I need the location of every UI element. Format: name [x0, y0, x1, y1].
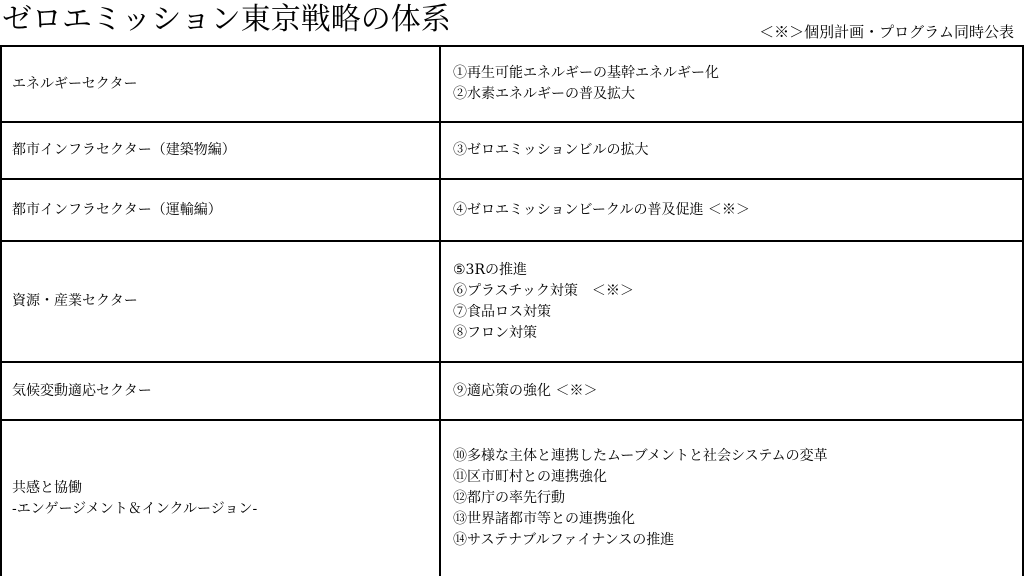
table-row: [1, 241, 1023, 362]
sector-label: 資源・産業セクター: [12, 293, 138, 309]
measure-item: ⑦食品ロス対策: [453, 303, 551, 320]
measure-item: ⑩多様な主体と連携したムーブメントと社会システムの変革: [453, 448, 828, 464]
sector-cell-adaptation: [1, 362, 440, 420]
simultaneous-publication-note: ＜※＞個別計画・プログラム同時公表: [759, 23, 1014, 41]
measure-item: ⑪区市町村との連携強化: [453, 469, 607, 485]
sector-label: 共感と協働: [12, 479, 82, 496]
measure-item: ①再生可能エネルギーの基幹エネルギー化: [453, 65, 719, 81]
sector-cell-energy: [1, 46, 440, 122]
table-row: [1, 420, 1023, 576]
page-title: ゼロエミッション東京戦略の体系: [2, 2, 451, 37]
measure-item: ②水素エネルギーの普及拡大: [453, 86, 635, 102]
measures-cell-adaptation: [440, 362, 1023, 420]
measure-item: ⑥プラスチック対策 ＜※＞: [453, 282, 634, 299]
measures-cell-energy: [440, 46, 1023, 122]
measures-cell-buildings: [440, 122, 1023, 179]
table-row: [1, 46, 1023, 122]
measure-item: ⑤3Rの推進: [453, 261, 527, 278]
measure-item: ⑭サステナブルファイナンスの推進: [453, 532, 675, 548]
measure-item: ⑬世界諸都市等との連携強化: [453, 511, 635, 527]
strategy-system-table: [0, 45, 1024, 576]
measure-item: ④ゼロエミッションビークルの普及促進 ＜※＞: [453, 201, 750, 218]
measures-cell-resources: [440, 241, 1023, 362]
table-row: [1, 179, 1023, 241]
measure-item: ⑫都庁の率先行動: [453, 490, 565, 506]
sector-cell-buildings: [1, 122, 440, 179]
table-row: [1, 362, 1023, 420]
sector-label: エネルギーセクター: [12, 75, 138, 92]
sector-label: 都市インフラセクター（運輸編）: [12, 201, 222, 218]
table-row: [1, 122, 1023, 179]
sector-label: 気候変動適応セクター: [12, 382, 152, 399]
measures-cell-transport: [440, 179, 1023, 241]
sector-label: 都市インフラセクター（建築物編）: [12, 142, 236, 158]
sector-cell-engagement: [1, 420, 440, 576]
measure-item: ⑧フロン対策: [453, 324, 537, 341]
sector-cell-resources: [1, 241, 440, 362]
measure-item: ③ゼロエミッションビルの拡大: [453, 142, 649, 158]
sector-sublabel: -エンゲージメント＆インクルージョン-: [12, 500, 258, 517]
measure-item: ⑨適応策の強化 ＜※＞: [453, 382, 598, 399]
measures-cell-engagement: [440, 420, 1023, 576]
sector-cell-transport: [1, 179, 440, 241]
